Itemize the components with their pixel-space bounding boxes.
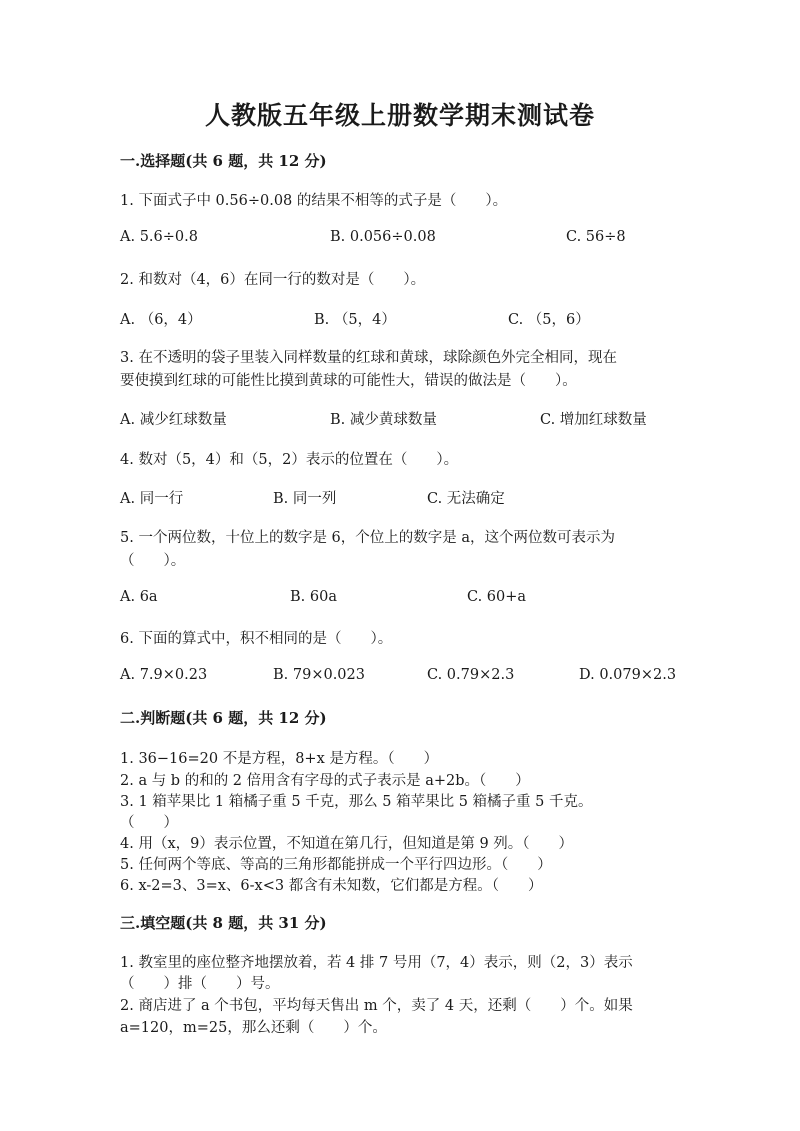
section-heading-fill-blank: 三.填空题(共 8 题，共 31 分) [120, 914, 327, 932]
q2-option-a: A. （6，4） [120, 312, 202, 328]
judgement-line: （ ） [120, 815, 178, 831]
question-3-line-2: 要使摸到红球的可能性比摸到黄球的可能性大，错误的做法是（ ）。 [120, 373, 577, 389]
judgement-line: 2. a 与 b 的和的 2 倍用含有字母的式子表示是 a+2b。（ ） [120, 773, 530, 789]
judgement-line: 1. 36−16=20 不是方程，8+x 是方程。（ ） [120, 751, 439, 767]
q6-option-c: C. 0.79×2.3 [427, 667, 515, 683]
question-3-line-1: 3. 在不透明的袋子里装入同样数量的红球和黄球，球除颜色外完全相同，现在 [120, 350, 617, 366]
question-5-line-2: （ ）。 [120, 553, 186, 569]
q3-option-b: B. 减少黄球数量 [330, 412, 437, 428]
q4-option-b: B. 同一列 [273, 491, 337, 507]
fill-blank-line: （ ）排（ ）号。 [120, 976, 280, 992]
q1-option-c: C. 56÷8 [566, 229, 626, 245]
judgement-line: 6. x-2=3、3=x、6-x<3 都含有未知数，它们都是方程。（ ） [120, 878, 543, 894]
question-6-text: 6. 下面的算式中，积不相同的是（ ）。 [120, 631, 393, 647]
q3-option-c: C. 增加红球数量 [540, 412, 647, 428]
q1-option-a: A. 5.6÷0.8 [120, 229, 198, 245]
fill-blank-line: a=120，m=25，那么还剩（ ）个。 [120, 1020, 387, 1036]
q6-option-b: B. 79×0.023 [273, 667, 365, 683]
q5-option-a: A. 6a [120, 589, 158, 605]
fill-blank-line: 2. 商店进了 a 个书包，平均每天售出 m 个，卖了 4 天，还剩（ ）个。如果 [120, 998, 633, 1014]
q5-option-c: C. 60+a [467, 589, 527, 605]
question-1-text: 1. 下面式子中 0.56÷0.08 的结果不相等的式子是（ ）。 [120, 193, 508, 209]
q3-option-a: A. 减少红球数量 [120, 412, 227, 428]
q6-option-a: A. 7.9×0.23 [120, 667, 208, 683]
q2-option-b: B. （5，4） [314, 312, 396, 328]
q5-option-b: B. 60a [290, 589, 337, 605]
judgement-line: 3. 1 箱苹果比 1 箱橘子重 5 千克，那么 5 箱苹果比 5 箱橘子重 5 千克。 [120, 794, 593, 810]
section-heading-choice: 一.选择题(共 6 题，共 12 分) [120, 152, 327, 170]
question-5-line-1: 5. 一个两位数，十位上的数字是 6，个位上的数字是 a，这个两位数可表示为 [120, 530, 616, 546]
q6-option-d: D. 0.079×2.3 [579, 667, 677, 683]
section-heading-judgement: 二.判断题(共 6 题，共 12 分) [120, 709, 327, 727]
question-2-text: 2. 和数对（4，6）在同一行的数对是（ ）。 [120, 272, 426, 288]
q2-option-c: C. （5，6） [508, 312, 590, 328]
judgement-line: 4. 用（x，9）表示位置，不知道在第几行，但知道是第 9 列。（ ） [120, 836, 574, 852]
judgement-line: 5. 任何两个等底、等高的三角形都能拼成一个平行四边形。（ ） [120, 857, 552, 873]
question-4-text: 4. 数对（5，4）和（5，2）表示的位置在（ ）。 [120, 452, 459, 468]
q4-option-a: A. 同一行 [120, 491, 184, 507]
q1-option-b: B. 0.056÷0.08 [330, 229, 436, 245]
page-title: 人教版五年级上册数学期末测试卷 [204, 101, 595, 130]
fill-blank-line: 1. 教室里的座位整齐地摆放着，若 4 排 7 号用（7，4）表示，则（2，3）表示 [120, 955, 633, 971]
q4-option-c: C. 无法确定 [427, 491, 505, 507]
